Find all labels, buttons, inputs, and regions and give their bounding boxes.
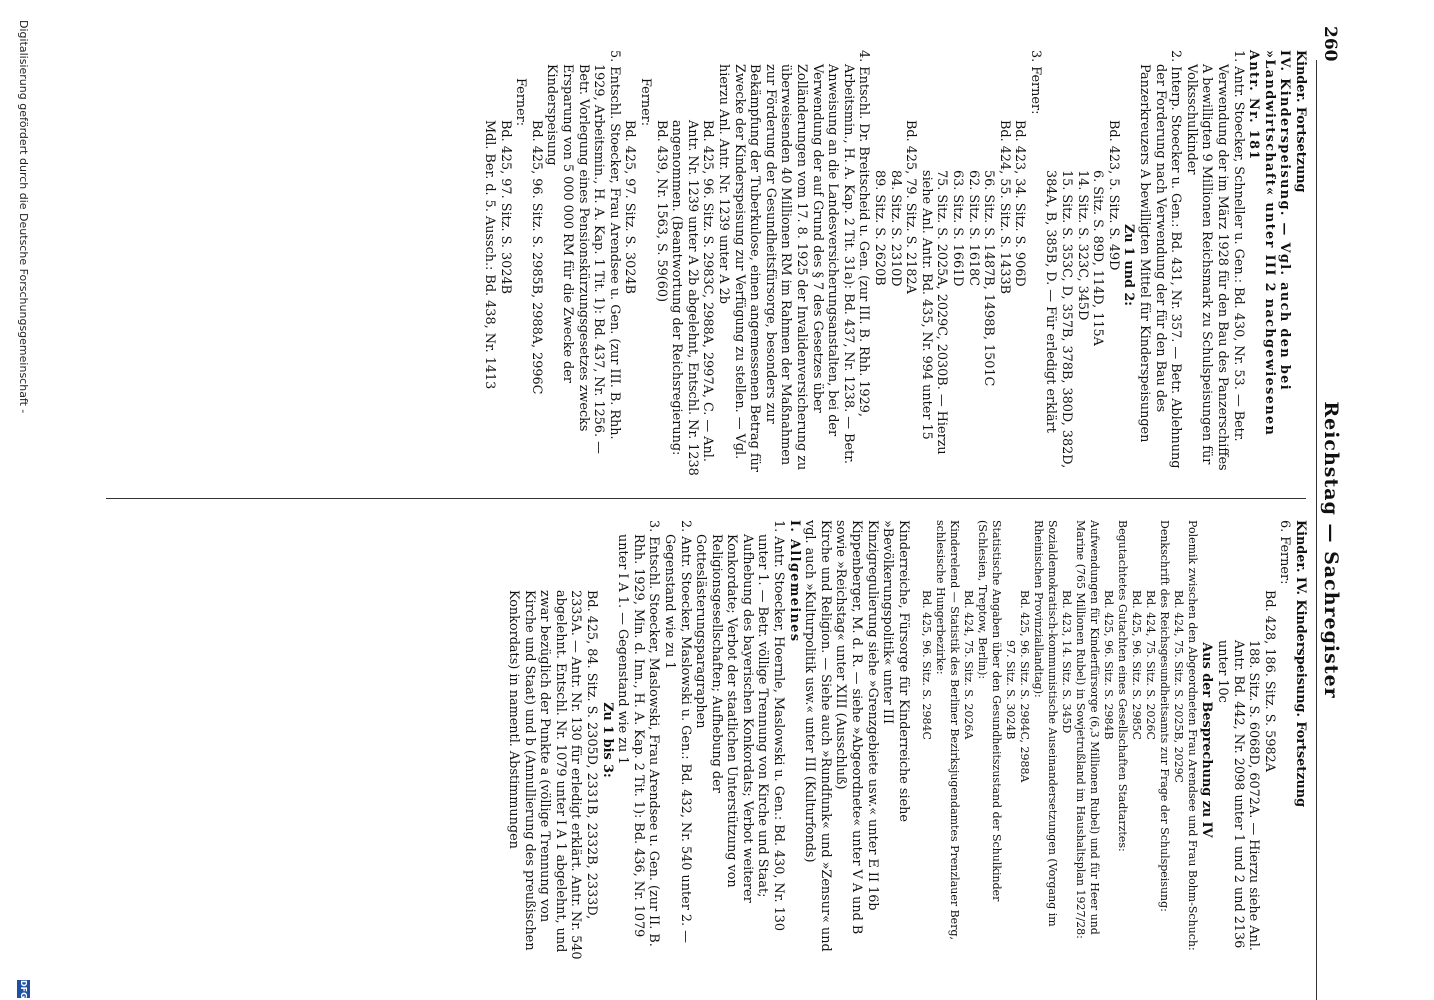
register-entry: Bd. 423, 14. Sitz. S. 345D bbox=[1059, 590, 1073, 734]
register-entry: 97. Sitz. S. 3024B bbox=[1003, 640, 1017, 740]
register-entry: 63. Sitz. S. 1661D bbox=[949, 170, 965, 287]
register-entry: 62. Sitz. S. 1618C bbox=[965, 170, 981, 287]
register-entry: 1. Antr. Stoecker, Hoernle, Maslowski u. Gen.: Bd. 430, Nr. 130 unter 1. — Betr. völlige Trennung von Kirche und Staat; Aufhebung des bayerischen Konkordats; Verbot weiterer Konkordate; Verbot der staatlichen Unterstützung von Religionsgesellschaften; Aufhebung der Gotteslästerungsparagraphen bbox=[693, 520, 787, 932]
register-entry: Bd. 423, 34. Sitz. S. 906D bbox=[1012, 120, 1028, 287]
register-entry: Bd. 425, 84. Sitz. S. 2305D, 2331B, 2332B, 2333D, 2335A. — Antr. Nr. 130 für erledigt erklärt. Antr. Nr. 540 abgelehnt. Entschl. Nr. 1079 unter I A 1 abgelehnt, und zwar bezüglich der Punkte a (völlige Trennung von Kirche und Staat) und b (Annullierung des preußischen Konkordats) in namentl. Abstimmungen bbox=[506, 590, 599, 960]
header-rule bbox=[1316, 60, 1317, 1000]
register-entry: Ferner: bbox=[638, 78, 654, 127]
register-entry: 2. Interp. Stoecker u. Gen.: Bd. 431, Nr. 357. — Betr. Ablehnung der Forderung nach Verwendung der für den Bau des Panzerkreuzers A bewilligten Mittel für Kinderspeisungen bbox=[1137, 50, 1184, 469]
register-entry: Bd. 425, 96. Sitz. S. 2983C, 2988A, 2997A, C. — Anl. Antr. Nr. 1239 unter A 2b abgelehnt, Entschl. Nr. 1238 angenommen. (Beantwortung der Reichsregierung: Bd. 439, Nr. 1563, S. 59(60) bbox=[653, 120, 716, 476]
register-entry: Bd. 424, 55. Sitz. S. 1433B bbox=[996, 120, 1012, 295]
register-entry: Bd. 425, 97. Sitz. S. 3024B bbox=[497, 120, 513, 295]
register-entry: Bd. 425, 97. Sitz. S. 3024B bbox=[622, 120, 638, 295]
register-entry: Bd. 425, 96. Sitz. S. 2984B bbox=[1101, 590, 1115, 740]
column-divider bbox=[106, 498, 1306, 499]
register-entry: Bd. 425, 96. Sitz. S. 2984C, 2988A bbox=[1017, 590, 1031, 783]
register-entry: 6. Sitz. S. 89D, 114D, 115A bbox=[1090, 170, 1106, 346]
register-entry: Bd. 424, 75. Sitz. S. 2026A bbox=[961, 590, 975, 740]
left-column bbox=[482, 50, 1308, 480]
register-entry: IV. Kinderspeisung. — Vgl. auch den bei »Landwirtschaft« unter III 2 nachgewiesenen Antr. Nr. 181 bbox=[1246, 50, 1293, 437]
register-entry: Aufwendungen für Kinderfürsorge (6,3 Millionen Rubel) und für Heer und Marine (765 Millionen Rubel) in Sowjetrußland im Haushaltsplan 1927/28: bbox=[1073, 520, 1101, 939]
register-entry: 89. Sitz. S. 2620B bbox=[871, 170, 887, 286]
register-entry: 56. Sitz. S. 1487B, 1498B, 1501C bbox=[981, 170, 997, 387]
footer-credit: Digitalisierung gefördert durch die Deutsche Forschungsgemeinschaft - bbox=[17, 20, 30, 414]
register-entry: Bd. 428, 186. Sitz. S. 5982A bbox=[1261, 590, 1277, 772]
register-entry: Bd. 424, 75. Sitz. S. 2026C bbox=[1143, 590, 1157, 740]
register-entry bbox=[911, 520, 919, 960]
register-entry: Kinderelend — Statistik des Berliner Bezirksjugendamtes Prenzlauer Berg, schlesische Hungerbezirke: bbox=[933, 520, 961, 940]
register-entry: Sozialdemokratisch-kommunistische Auseinandersetzungen (Vorgang im Rheinischen Provinziallandtag): bbox=[1031, 520, 1059, 927]
register-entry: 3. Ferner: bbox=[1027, 50, 1043, 115]
register-entry: Kinderreiche, Fürsorge für Kinderreiche siehe »Bevölkerungspolitik« unter III bbox=[880, 520, 911, 822]
register-entry: Denkschrift des Reichsgesundheitsamts zur Frage der Schulspeisung: bbox=[1157, 520, 1171, 912]
register-entry: 5. Entschl. Stoecker, Frau Arendsee u. Gen. (zur III. B. Rhh. 1929, Arbeitsmin., H. A. Kap. 1 Tit. 1): Bd. 437, Nr. 1256. — Betr. Vorlegung eines Pensionskürzungsgesetzes zwecks Ersparung von 5 000 000 RM für die Zwecke der Kinderspeisung bbox=[544, 50, 622, 454]
register-entry: Bd. 425, 96. Sitz. S. 2985C bbox=[1129, 590, 1143, 740]
register-entry: 2. Antr. Stoecker, Maslowski u. Gen.: Bd. 432, Nr. 540 unter 2. — Gegenstand wie zu 1 bbox=[661, 520, 693, 943]
register-entry: I. Allgemeines bbox=[786, 520, 802, 643]
register-entry: 6. Ferner: bbox=[1277, 520, 1293, 585]
register-entry: Polemik zwischen den Abgeordneten Frau Arendsee und Frau Bohm-Schuch: bbox=[1185, 520, 1199, 951]
register-entry: 84. Sitz. S. 2310D bbox=[887, 170, 903, 287]
register-entry: 14. Sitz. S. 323C, 345D bbox=[1074, 170, 1090, 321]
register-entry: 75. Sitz. S. 2025A, 2029C, 2030B. — Hierzu siehe Anl. Antr. Bd. 435, Nr. 994 unter 15 bbox=[918, 170, 950, 455]
register-entry: 3. Entschl. Stoecker, Maslowski, Frau Arendsee u. Gen. (zur II. B. Rhh. 1929, Min. d. Inn., H. A. Kap. 2 Tit. 1): Bd. 436, Nr. 1079 unter I A 1. — Gegenstand wie zu 1 bbox=[615, 520, 662, 947]
register-entry: 188. Sitz. S. 6068D, 6072A. — Hierzu siehe Anl. Antr. Bd. 442, Nr. 2098 unter 1 und 2 und 2136 unter 10c bbox=[1215, 640, 1262, 951]
register-entry: Bd. 423, 5. Sitz. S. 49D bbox=[1105, 120, 1121, 271]
register-entry: 1. Antr. Stoecker, Schneller u. Gen.: Bd. 430, Nr. 53. — Betr. Verwendung der im März 1928 für den Bau des Panzerschiffes A bewilligten 9 Millionen Reichsmark zu Schulspeisungen für Volksschulkinder bbox=[1183, 50, 1246, 471]
running-title: Reichstag — Sachregister bbox=[1320, 401, 1342, 699]
register-entry: Statistische Angaben über den Gesundheitszustand der Schulkinder (Schlesien, Treptow, Berlin): bbox=[975, 520, 1003, 902]
register-entry: 15. Sitz. S. 353C, D, 357B, 378B, 380D, 382D, 384A, B, 385B, D. — Für erledigt erklärt bbox=[1043, 170, 1075, 469]
register-entry: Zu 1 und 2: bbox=[1121, 223, 1137, 307]
page-header bbox=[1320, 0, 1434, 1000]
register-entry: Aus der Besprechung zu IV bbox=[1199, 642, 1215, 838]
register-entry: Bd. 425, 96. Sitz. S. 2984C bbox=[919, 590, 933, 740]
register-entry: Bd. 424, 75. Sitz. S. 2025B, 2029C bbox=[1171, 590, 1185, 783]
dfg-logo: DFG bbox=[19, 980, 28, 999]
register-entry: Kippenberger, M. d. R. — siehe »Abgeordnete« unter V A und B sowie »Reichstag« unter XIII (Ausschluß) bbox=[833, 520, 865, 935]
register-entry: Ferner: bbox=[513, 78, 529, 127]
register-entry: Zu 1 bis 3: bbox=[599, 702, 615, 778]
register-entry: Kirche und Religion. — Siehe auch »Rundfunk« und »Zensur« und vgl. auch »Kulturpolitik usw.« unter III (Kulturfonds) bbox=[802, 520, 833, 952]
register-entry: Kinder. IV. Kinderspeisung. Fortsetzung bbox=[1293, 520, 1308, 808]
register-entry: Kinzigregulierung siehe »Grenzgebiete usw.« unter E II 16b bbox=[864, 520, 880, 911]
register-entry: Begutachtetes Gutachten eines Gesellschaften Stadtarztes: bbox=[1115, 520, 1129, 852]
register-entry: 4. Entschl. Dr. Breitscheid u. Gen. (zur III. B. Rhh. 1929, Arbeitsmin., H. A. Kap. 2 Tit. 31a): Bd. 437, Nr. 1238. — Betr. Anweisung an die Landesversicherungsanstalten, bei der Verwendung der auf Grund des § 7 des Gesetzes über Zolländerungen vom 17. 8. 1925 der Invalidenversicherung zu überweisenden 40 Millionen RM im Rahmen der Maßnahmen zur Förderung der Gesundheitsfürsorge, besonders zur Bekämpfung der Tuberkulose, einen angemessenen Betrag für Zwecke der Kinderspeisung zur Verfügung zu stellen. — Vgl. hierzu Anl. Antr. Nr. 1239 unter A 2b bbox=[716, 50, 872, 473]
register-entry: Bd. 425, 79. Sitz. S. 2182A bbox=[903, 120, 919, 294]
right-column bbox=[505, 520, 1308, 960]
page-number: 260 bbox=[1320, 26, 1340, 62]
register-entry: Kinder. Fortsetzung bbox=[1293, 50, 1308, 193]
register-entry: Mdl. Ber. d. 5. Aussch.: Bd. 438, Nr. 1413 bbox=[482, 120, 498, 390]
register-entry: Bd. 425, 96. Sitz. S. 2985B, 2988A, 2996C bbox=[528, 120, 544, 395]
